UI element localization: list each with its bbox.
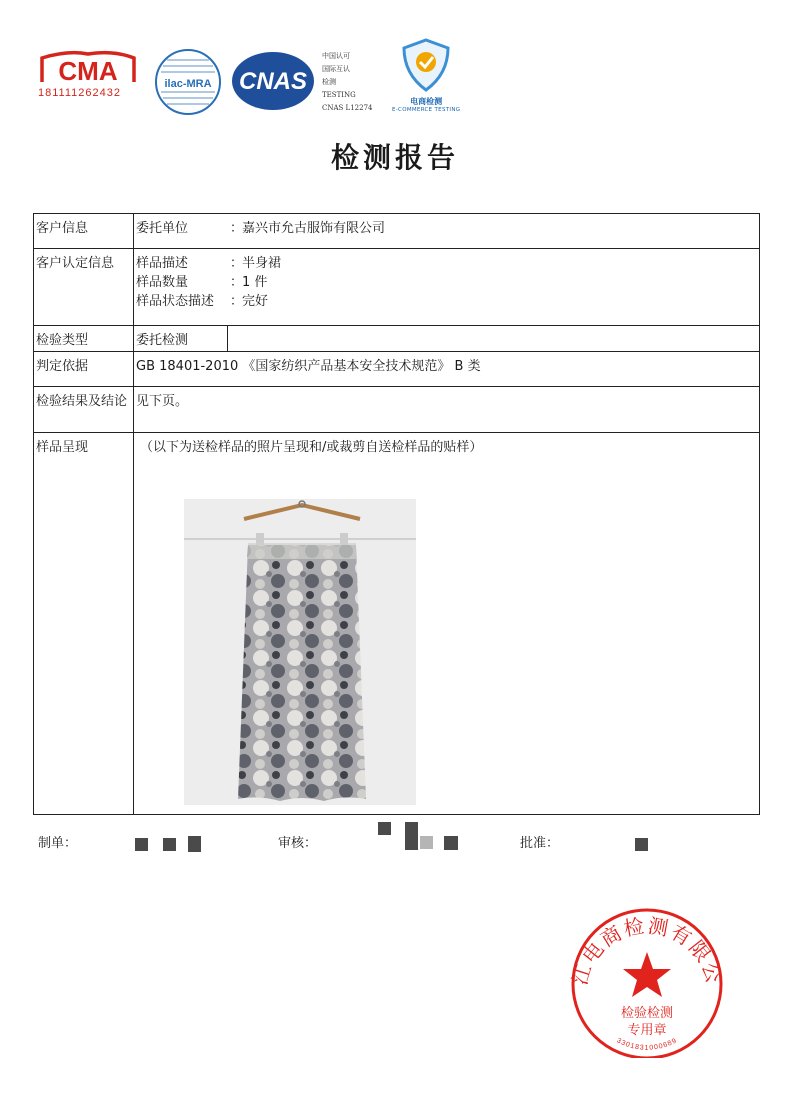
table-row-confirm <box>34 249 760 326</box>
sample-quantity: 1 件 <box>242 275 268 290</box>
svg-text:浙江电商检测有限公司: 江电商检测有限公 <box>567 913 727 988</box>
ecommerce-testing-shield-icon <box>396 38 456 92</box>
ilac-mra-logo <box>153 48 223 120</box>
cma-number: 181111262432 <box>38 87 121 99</box>
result-value: 见下页。 <box>134 387 760 433</box>
approved-by-label: 批准： <box>520 836 560 851</box>
basis-value: GB 18401-2010 《国家纺织产品基本安全技术规范》 B 类 <box>134 352 760 387</box>
client-info-cell: 委托单位 ： 嘉兴市允古服饰有限公司 <box>134 214 760 249</box>
ilac-mra-icon <box>153 48 223 116</box>
result-label: 检验结果及结论 <box>34 387 134 433</box>
official-seal <box>562 908 732 1062</box>
certification-logos <box>38 38 478 118</box>
sample-info-cell: 样品描述 ： 半身裙 样品数量 ： 1 件 样品状态描述 ： 完好 <box>134 249 760 326</box>
sample-photo <box>184 499 416 805</box>
cnas-logo <box>230 50 316 116</box>
prepared-by-label: 制单： <box>38 836 78 851</box>
table-row-basis <box>34 352 760 387</box>
report-title: 检测报告 <box>330 141 459 174</box>
report-table <box>33 213 760 815</box>
table-row-type <box>34 326 760 352</box>
svg-text:CNAS: CNAS <box>238 68 308 95</box>
cma-icon <box>38 50 138 86</box>
inspection-type-value: 委托检测 <box>134 326 228 352</box>
cnas-icon <box>230 50 316 112</box>
table-row-result <box>34 387 760 433</box>
sample-state: 完好 <box>242 294 269 309</box>
ecommerce-testing-logo: 电商检测 E-COMMERCE TESTING <box>392 38 460 113</box>
confirm-info-label: 客户认定信息 <box>34 249 134 326</box>
reviewed-by-label: 审核： <box>278 836 318 851</box>
cnas-accreditation-text: 中国认可 国际互认 检测 TESTING CNAS L12274 <box>322 52 373 112</box>
photo-cell <box>134 433 760 815</box>
svg-text:ilac-MRA: ilac-MRA <box>164 78 212 90</box>
client-name: 嘉兴市允古服饰有限公司 <box>242 221 386 236</box>
photo-label: 样品呈现 <box>34 433 134 815</box>
cma-logo <box>38 50 146 99</box>
svg-text:检验检测: 检验检测 <box>620 1006 674 1021</box>
photo-caption: （以下为送检样品的照片呈现和/或裁剪自送检样品的贴样） <box>140 440 483 455</box>
basis-label: 判定依据 <box>34 352 134 387</box>
table-row-photo <box>34 433 760 815</box>
client-info-label: 客户信息 <box>34 214 134 249</box>
inspection-type-label: 检验类型 <box>34 326 134 352</box>
redacted-signature <box>635 838 648 851</box>
redacted-signature <box>135 838 148 851</box>
official-seal-icon <box>562 908 732 1058</box>
svg-text:3301831000689: 3301831000689 <box>615 1037 679 1052</box>
table-row-client <box>34 214 760 249</box>
svg-text:CMA: CMA <box>58 56 118 86</box>
redacted-signature <box>378 822 391 835</box>
skirt-photo-image <box>184 499 416 805</box>
sample-description: 半身裙 <box>242 256 282 271</box>
svg-text:专用章: 专用章 <box>627 1023 667 1038</box>
